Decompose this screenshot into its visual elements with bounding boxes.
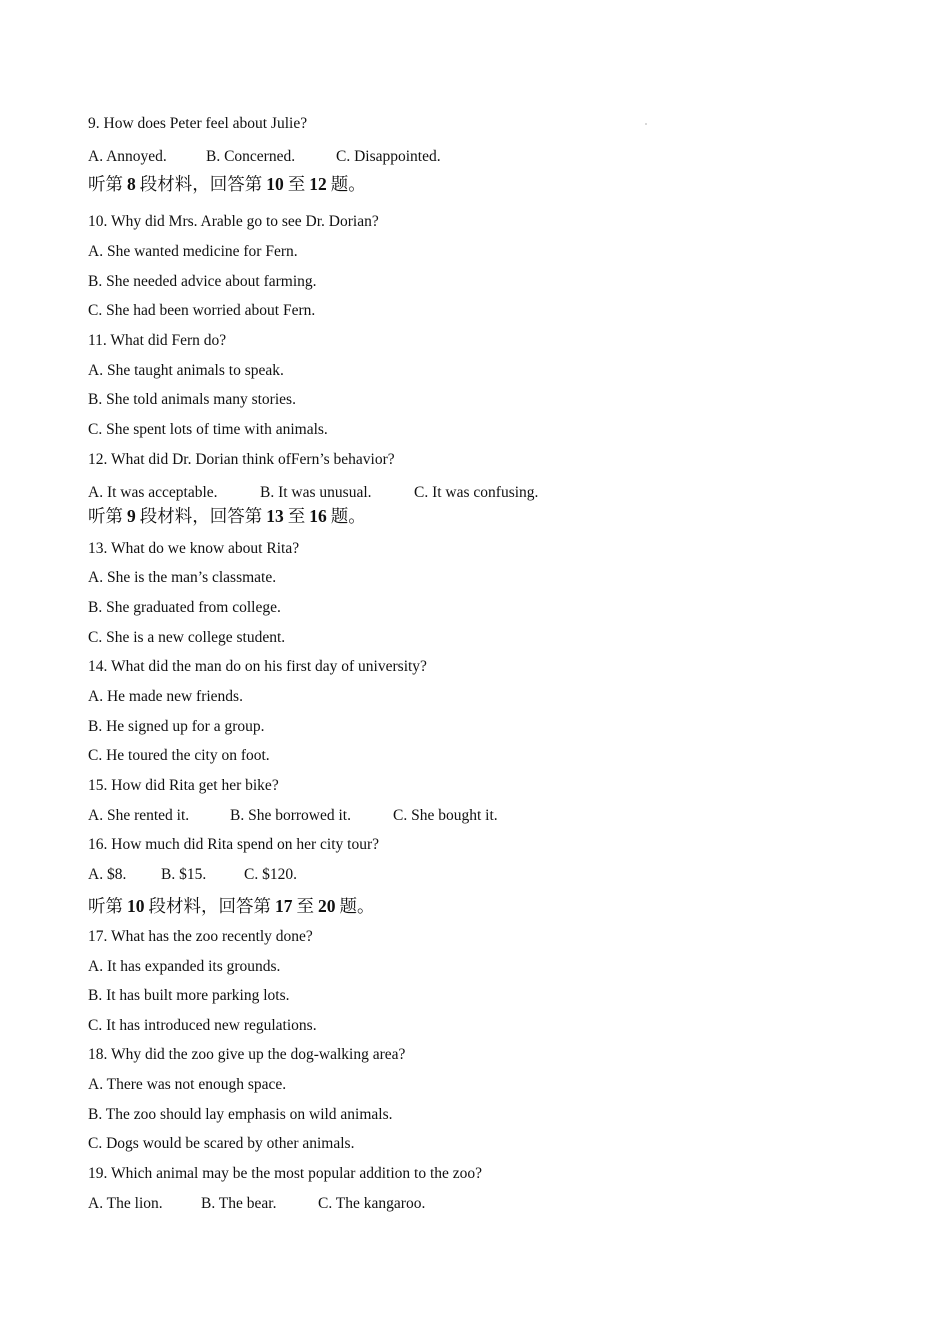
question-16: 16. How much did Rita spend on her city tour? <box>88 836 380 853</box>
option-9a: A. Annoyed. <box>88 148 167 165</box>
option-10a: A. She wanted medicine for Fern. <box>88 243 298 260</box>
section-heading-8: 听第 8 段材料，回答第 10 至 12 题。 <box>88 174 366 195</box>
option-18a: A. There was not enough space. <box>88 1076 287 1093</box>
option-11b: B. She told animals many stories. <box>88 391 296 408</box>
option-9c: C. Disappointed. <box>336 148 441 165</box>
option-9b: B. Concerned. <box>206 148 296 165</box>
options-12 <box>88 483 539 503</box>
option-13b: B. She graduated from college. <box>88 599 281 616</box>
option-19c: C. The kangaroo. <box>318 1195 426 1212</box>
question-19: 19. Which animal may be the most popular addition to the zoo? <box>88 1165 483 1182</box>
option-11a: A. She taught animals to speak. <box>88 362 284 379</box>
question-9: 9. How does Peter feel about Julie? <box>88 115 308 132</box>
options-9 <box>88 147 441 167</box>
options-15 <box>88 806 498 826</box>
option-14c: C. He toured the city on foot. <box>88 747 270 764</box>
options-16 <box>88 865 297 885</box>
option-18c: C. Dogs would be scared by other animals. <box>88 1135 355 1152</box>
option-13a: A. She is the man’s classmate. <box>88 569 277 586</box>
question-14: 14. What did the man do on his first day of university? <box>88 658 427 675</box>
question-11: 11. What did Fern do? <box>88 332 227 349</box>
option-19a: A. The lion. <box>88 1195 163 1212</box>
question-17: 17. What has the zoo recently done? <box>88 928 313 945</box>
option-17b: B. It has built more parking lots. <box>88 987 290 1004</box>
options-19 <box>88 1194 426 1214</box>
question-13: 13. What do we know about Rita? <box>88 540 300 557</box>
option-12b: B. It was unusual. <box>260 484 372 501</box>
speck-mark <box>645 123 647 125</box>
option-14b: B. He signed up for a group. <box>88 718 265 735</box>
question-18: 18. Why did the zoo give up the dog-walking area? <box>88 1046 406 1063</box>
option-19b: B. The bear. <box>201 1195 277 1212</box>
option-17a: A. It has expanded its grounds. <box>88 958 281 975</box>
question-10: 10. Why did Mrs. Arable go to see Dr. Dorian? <box>88 213 379 230</box>
question-12: 12. What did Dr. Dorian think ofFern’s behavior? <box>88 451 395 468</box>
option-12c: C. It was confusing. <box>414 484 539 501</box>
option-13c: C. She is a new college student. <box>88 629 286 646</box>
question-15: 15. How did Rita get her bike? <box>88 777 279 794</box>
option-15b: B. She borrowed it. <box>230 807 351 824</box>
option-16a: A. $8. <box>88 866 127 883</box>
option-10b: B. She needed advice about farming. <box>88 273 317 290</box>
option-12a: A. It was acceptable. <box>88 484 218 501</box>
option-15a: A. She rented it. <box>88 807 190 824</box>
option-15c: C. She bought it. <box>393 807 498 824</box>
section-heading-9: 听第 9 段材料，回答第 13 至 16 题。 <box>88 506 366 527</box>
option-14a: A. He made new friends. <box>88 688 243 705</box>
option-10c: C. She had been worried about Fern. <box>88 302 316 319</box>
option-11c: C. She spent lots of time with animals. <box>88 421 328 438</box>
option-18b: B. The zoo should lay emphasis on wild animals. <box>88 1106 393 1123</box>
option-17c: C. It has introduced new regulations. <box>88 1017 317 1034</box>
section-heading-10: 听第 10 段材料，回答第 17 至 20 题。 <box>88 896 375 917</box>
option-16b: B. $15. <box>161 866 207 883</box>
option-16c: C. $120. <box>244 866 297 883</box>
